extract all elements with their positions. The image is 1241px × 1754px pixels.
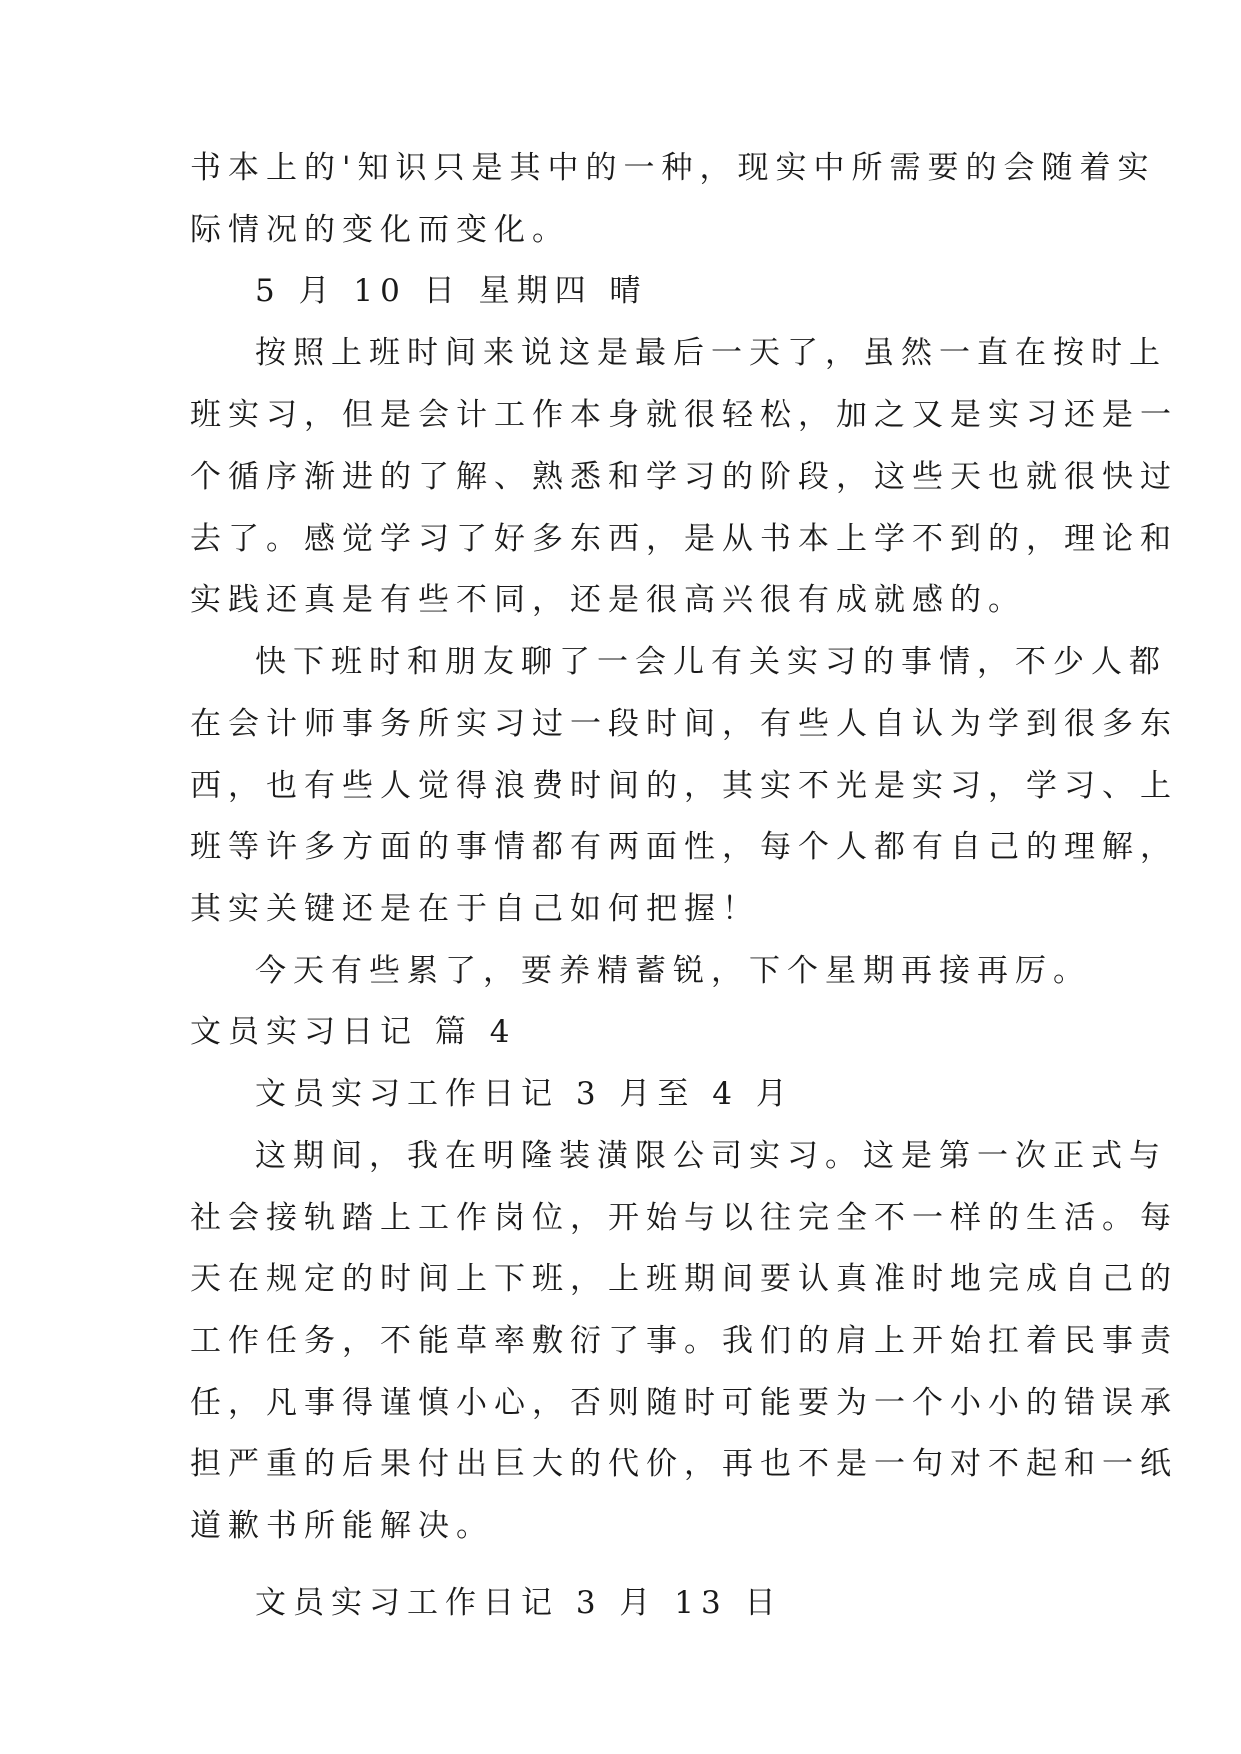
text-line: 个循序渐进的了解、熟悉和学习的阶段，这些天也就很快过	[190, 459, 1178, 495]
text-line: 社会接轨踏上工作岗位，开始与以往完全不一样的生活。每	[190, 1200, 1178, 1236]
text-line: 书本上的'知识只是其中的一种，现实中所需要的会随着实	[190, 150, 1156, 186]
text-line: 实践还真是有些不同，还是很高兴很有成就感的。	[190, 582, 1026, 618]
text-line: 在会计师事务所实习过一段时间，有些人自认为学到很多东	[190, 706, 1178, 742]
section-heading: 文员实习日记 篇 4	[190, 1014, 517, 1050]
text-line: 道歉书所能解决。	[190, 1508, 494, 1544]
text-line: 天在规定的时间上下班，上班期间要认真准时地完成自己的	[190, 1261, 1178, 1297]
paragraph-start: 今天有些累了，要养精蓄锐，下个星期再接再厉。	[255, 953, 1091, 989]
text-line: 际情况的变化而变化。	[190, 212, 570, 248]
diary-title: 文员实习工作日记 3 月至 4 月	[255, 1076, 794, 1112]
text-line: 其实关键还是在于自己如何把握！	[190, 891, 760, 927]
text-line: 班等许多方面的事情都有两面性，每个人都有自己的理解，	[190, 829, 1178, 865]
paragraph-start: 按照上班时间来说这是最后一天了，虽然一直在按时上	[255, 335, 1167, 371]
text-line: 工作任务，不能草率敷衍了事。我们的肩上开始扛着民事责	[190, 1323, 1178, 1359]
text-line: 班实习，但是会计工作本身就很轻松，加之又是实习还是一	[190, 397, 1178, 433]
paragraph-start: 这期间，我在明隆装潢限公司实习。这是第一次正式与	[255, 1138, 1167, 1174]
paragraph-start: 快下班时和朋友聊了一会儿有关实习的事情，不少人都	[255, 644, 1167, 680]
diary-date-heading: 5 月 10 日 星期四 晴	[255, 273, 648, 309]
text-line: 任，凡事得谨慎小心，否则随时可能要为一个小小的错误承	[190, 1385, 1178, 1421]
text-line: 担严重的后果付出巨大的代价，再也不是一句对不起和一纸	[190, 1446, 1178, 1482]
text-line: 西，也有些人觉得浪费时间的，其实不光是实习，学习、上	[190, 768, 1178, 804]
text-line: 去了。感觉学习了好多东西，是从书本上学不到的，理论和	[190, 521, 1178, 557]
diary-title: 文员实习工作日记 3 月 13 日	[255, 1585, 783, 1621]
